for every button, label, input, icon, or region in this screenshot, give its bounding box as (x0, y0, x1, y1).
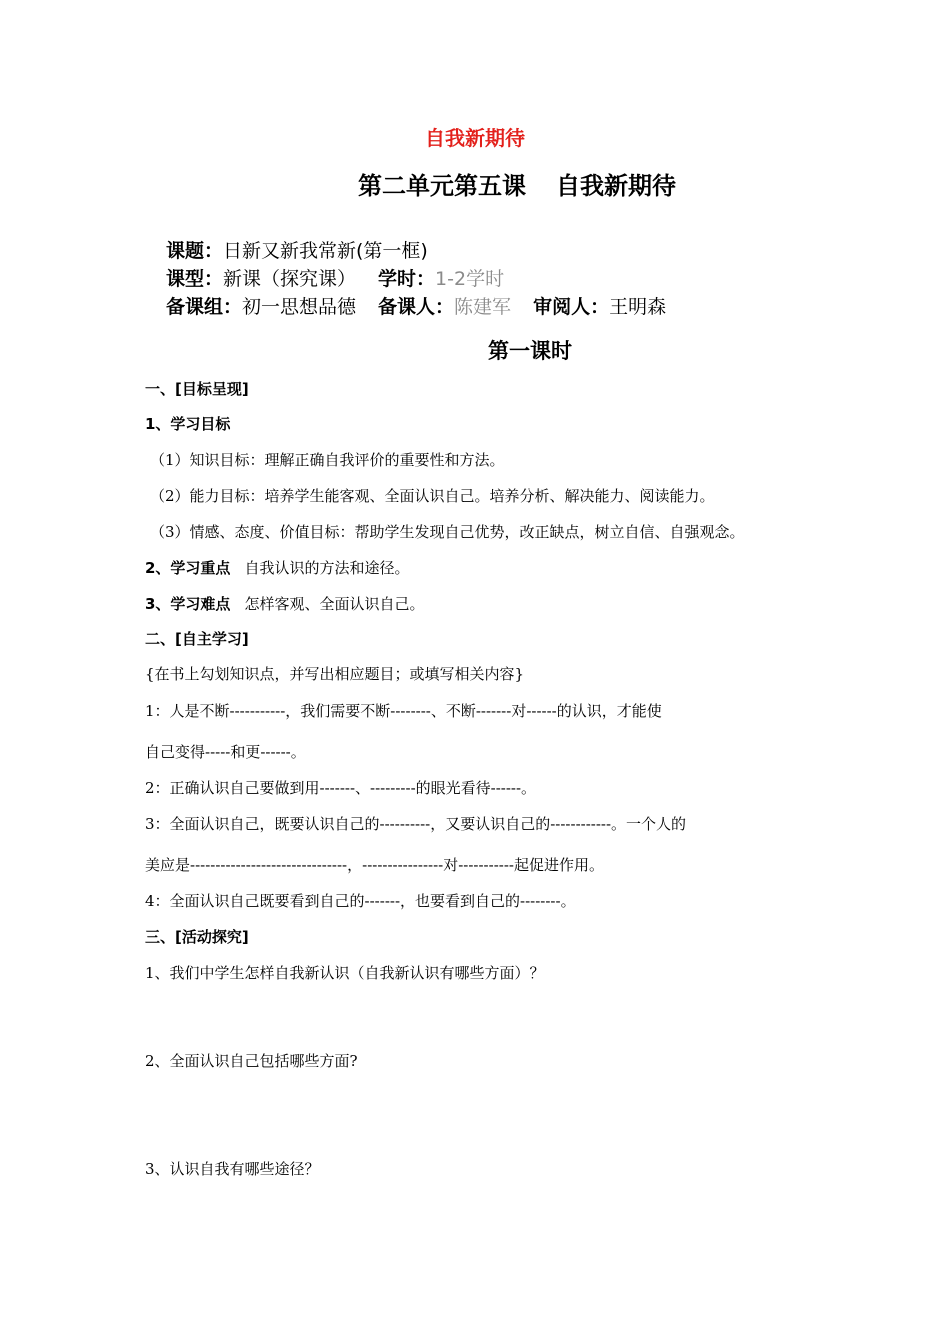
reviewer-value: 王明森 (609, 296, 667, 318)
meta-topic-row (166, 236, 428, 263)
unit-title-left: 第二单元第五课 (358, 172, 526, 200)
goal-emotion: （3）情感、态度、价值目标：帮助学生发现自己优势，改正缺点，树立自信、自强观念。 (150, 523, 745, 541)
preparer-label: 备课人： (378, 296, 455, 318)
hours-value: 1-2学时 (435, 268, 505, 290)
self-study-note: {在书上勾划知识点，并写出相应题目；或填写相关内容} (145, 665, 525, 683)
topic-value: 日新又新我常新(第一框) (223, 240, 428, 262)
goal-ability: （2）能力目标：培养学生能客观、全面认识自己。培养分析、解决能力、阅读能力。 (150, 487, 715, 505)
unit-title-right: 自我新期待 (556, 172, 676, 200)
goal-knowledge: （1）知识目标：理解正确自我评价的重要性和方法。 (150, 451, 505, 469)
difficulty-label: 3、学习难点 (145, 595, 231, 613)
difficulty-text: 怎样客观、全面认识自己。 (244, 595, 425, 613)
type-value: 新课（探究课） (223, 268, 357, 290)
lesson-time: 第一课时 (488, 339, 572, 363)
section2-heading: 二、[自主学习] (145, 630, 249, 648)
hours-label: 学时： (378, 268, 436, 290)
section1-sub1: 1、学习目标 (145, 415, 231, 433)
reviewer-label: 审阅人： (533, 296, 610, 318)
fill-question-2: 2：正确认识自己要做到用-------、---------的眼光看待------。 (145, 779, 537, 797)
meta-type-row (166, 264, 504, 291)
key-point-text: 自我认识的方法和途径。 (244, 559, 410, 577)
activity-question-3: 3、认识自我有哪些途径？ (145, 1160, 320, 1178)
activity-question-2: 2、全面认识自己包括哪些方面? (145, 1052, 358, 1070)
fill-question-3b: 美应是-------------------------------，----------------对-----------起促进作用。 (145, 856, 604, 874)
topic-label: 课题： (166, 240, 224, 262)
meta-group-row (166, 292, 666, 319)
group-value: 初一思想品德 (242, 296, 357, 318)
group-label: 备课组： (166, 296, 243, 318)
key-point-row (145, 557, 409, 578)
difficulty-row (145, 593, 424, 614)
unit-title (358, 166, 676, 201)
fill-question-3a: 3：全面认识自己，既要认识自己的----------，又要认识自己的------------。一个人的 (145, 815, 687, 833)
type-label: 课型： (166, 268, 224, 290)
fill-question-1a: 1：人是不断-----------，我们需要不断--------、不断-------对------的认识，才能使 (145, 702, 662, 720)
preparer-value: 陈建军 (454, 296, 512, 318)
document-title: 自我新期待 (425, 126, 525, 150)
fill-question-1b: 自己变得-----和更------。 (145, 743, 306, 761)
section3-heading: 三、[活动探究] (145, 928, 249, 946)
section1-heading: 一、[目标呈现] (145, 380, 249, 398)
fill-question-4: 4：全面认识自己既要看到自己的-------，也要看到自己的--------。 (145, 892, 576, 910)
key-point-label: 2、学习重点 (145, 559, 231, 577)
activity-question-1: 1、我们中学生怎样自我新认识（自我新认识有哪些方面）？ (145, 964, 545, 982)
